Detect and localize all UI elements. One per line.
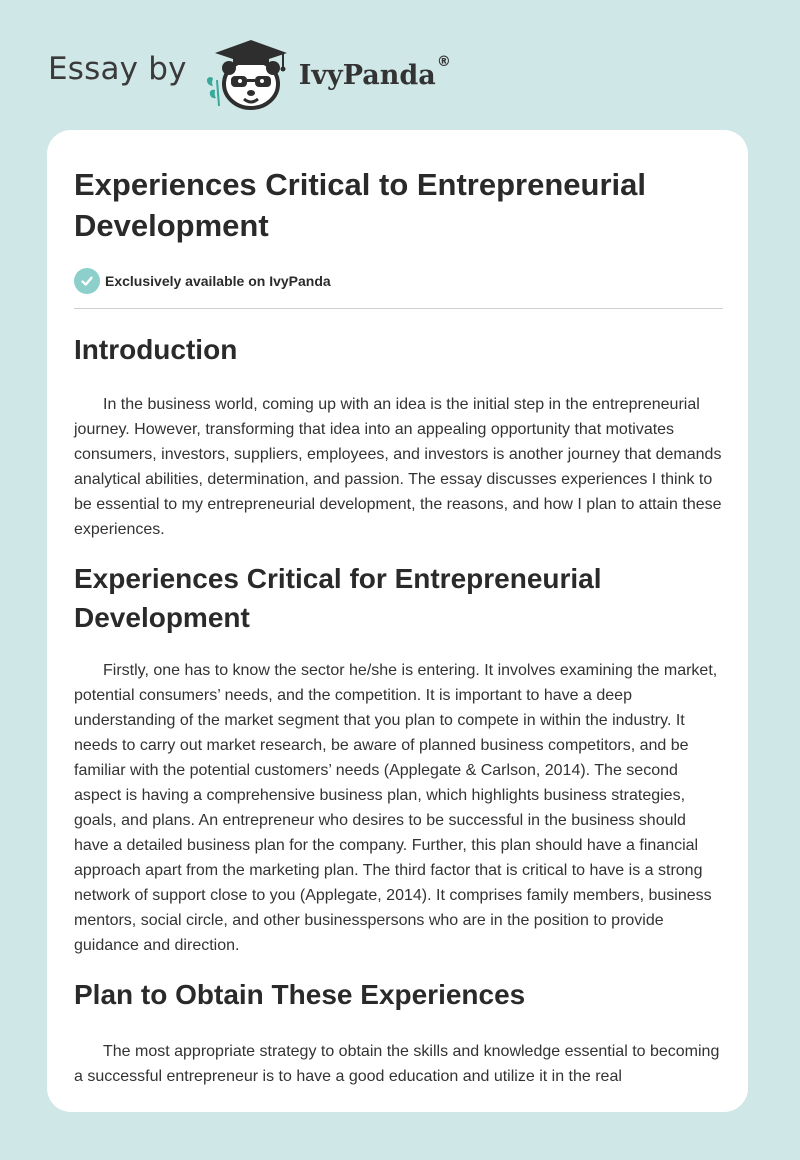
title-divider <box>74 308 723 309</box>
panda-graduate-logo-icon <box>201 34 297 114</box>
registered-mark: ® <box>436 54 451 70</box>
essay-title: Experiences Critical to Entrepreneurial Development <box>74 167 646 243</box>
site-brand[interactable] <box>48 34 451 114</box>
exclusive-badge <box>74 267 723 295</box>
section-heading-introduction: Introduction <box>74 334 238 365</box>
brand-prefix: Essay by <box>48 51 187 87</box>
exclusive-badge-text: Exclusively available on IvyPanda <box>105 273 331 289</box>
section-paragraph-experiences: Firstly, one has to know the sector he/she is entering. It involves examining the market, potential consumers’ needs, and the competition. It is important to have a deep understanding of the market segment that you plan to compete in within the industry. It needs to carry out market research, be aware of planned business competitors, and be familiar with the potential customers’ needs (Applegate & Carlson, 2014). The second aspect is having a comprehensive business plan, which highlights business strategies, goals, and plans. An entrepreneur who desires to be successful in the business should have a detailed business plan for the company. Further, this plan should have a financial approach apart from the marketing plan. The third factor that is critical to have is a strong network of support close to you (Applegate, 2014). It comprises family members, business mentors, social circle, and other businesspersons who are in the position to provide guidance and direction. <box>74 662 718 954</box>
essay-card <box>47 130 748 1112</box>
brand-name: IvyPanda <box>298 59 436 91</box>
section-paragraph-plan: The most appropriate strategy to obtain the skills and knowledge essential to becoming a successful entrepreneur is to have a good education and utilize it in the real <box>74 1043 720 1085</box>
section-paragraph-introduction: In the business world, coming up with an idea is the initial step in the entrepreneurial journey. However, transforming that idea into an appealing opportunity that motivates consumers, investors, suppliers, employees, and investors is another journey that demands analytical abilities, determination, and passion. The essay discusses experiences I think to be essential to my entrepreneurial development, the reasons, and how I plan to attain these experiences. <box>74 396 722 538</box>
checkmark-icon <box>74 268 100 294</box>
section-heading-plan: Plan to Obtain These Experiences <box>74 979 526 1010</box>
essay-content <box>74 164 723 1089</box>
section-heading-experiences: Experiences Critical for Entrepreneurial Development <box>74 563 602 633</box>
